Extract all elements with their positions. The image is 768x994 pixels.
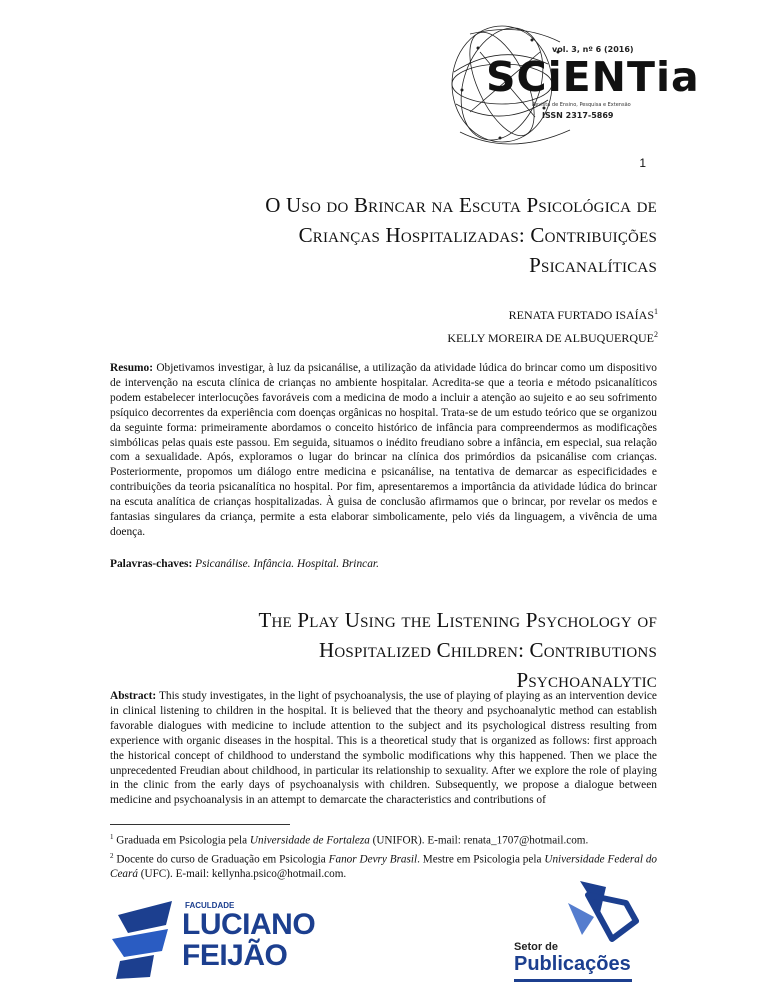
footnote-1-institution: Universidade de Fortaleza: [249, 834, 370, 847]
footnote-2-institution: Fanor Devry Brasil: [328, 853, 418, 866]
footnote-2-institution-2: Universidade Federal do Ceará: [110, 853, 658, 881]
journal-name: SCiENTia: [486, 53, 700, 101]
footnote-mark[interactable]: 2: [654, 330, 658, 339]
footnote-1-mark: 1: [110, 833, 114, 841]
title-en-line: Psychoanalytic: [516, 668, 657, 692]
footnote-2-text-b: . Mestre em Psicologia pela: [417, 853, 542, 866]
setor-logo-mark-icon: [508, 873, 658, 943]
title-pt-line: Crianças Hospitalizadas: Contribuições: [298, 223, 657, 247]
title-portuguese: [90, 190, 657, 280]
keywords-text: Psicanálise. Infância. Hospital. Brincar.: [195, 558, 379, 570]
page-number: 1: [639, 156, 646, 170]
setor-name: Publicações: [514, 953, 631, 975]
author-1: [447, 302, 658, 325]
faculdade-logo-mark-icon: [110, 895, 180, 981]
footnote-1-text-a: Graduada em Psicologia pela: [116, 834, 248, 847]
setor-label: Setor de: [514, 941, 559, 953]
title-english: [90, 605, 657, 695]
footnote-mark[interactable]: 1: [654, 307, 658, 316]
abstract-en-label: Abstract:: [110, 690, 157, 702]
footnote-2-text-a: Docente do curso de Graduação em Psicologia: [116, 853, 326, 866]
faculdade-logo: [110, 895, 315, 981]
author-2-name: KELLY MOREIRA DE ALBUQUERQUE: [447, 331, 654, 345]
footnote-2-text-c: (UFC). E-mail: kellynha.psico@hotmail.com.: [140, 868, 347, 881]
faculdade-label: FACULDADE: [185, 901, 235, 910]
setor-publicacoes-logo: [508, 873, 658, 983]
title-en-line: Hospitalized Children: Contributions: [319, 638, 657, 662]
journal-logo: [440, 12, 700, 160]
journal-subtitle: Revista de Ensino, Pesquisa e Extensão: [532, 102, 631, 108]
keywords: [110, 558, 657, 570]
title-pt-line: Psicanalíticas: [529, 253, 657, 277]
setor-underline: [514, 979, 632, 982]
abstract-pt-label: Resumo:: [110, 362, 154, 374]
abstract-pt-text: Objetivamos investigar, à luz da psicanálise, a utilização da atividade lúdica do brincar como um dispositivo de intervenção na escuta clínica de crianças no ambiente hospitalar. Acredita-se que a teoria e método psicanalíticos podem estabelecer interlocuções favoráveis com a medicina de modo a incluir a atenção ao sujeito e ao seu sofrimento psíquico decorrentes da experiência com doenças orgânicas no hospital. Trata-se de um estudo teórico que se organizou da seguinte forma: primeiramente abordamos o conceito histórico de infância para compreendermos as modificações simbólicas pelas quais este passou. Em seguida, situamos o inédito freudiano sobre a infância, em especial, sua relação com a sexualidade. Após, exploramos o lugar do brincar na clínica dos primórdios da psicanálise com crianças. Posteriormente, propomos um diálogo entre medicina e psicanálise, na tentativa de demarcar as especificidades e contribuições da teoria psicanalítica no hospital. Por fim, apresentaremos a importância da atividade lúdica do brincar na escuta analítica de crianças hospitalizadas. À guisa de conclusão afirmamos que o brincar, por revelar os medos e fantasias singulares da criança, permite a esta elaborar simbolicamente, pelo viés da linguagem, a vivência de uma doença.: [110, 362, 657, 538]
footnote-divider: [110, 824, 290, 825]
faculdade-name-line2: FEIJÃO: [182, 939, 288, 972]
abstract-en-text: This study investigates, in the light of psychoanalysis, the use of playing of playing as an intervention device in clinical listening to children in the hospital. It is believed that the theory and psychoanalytic method can establish favorable dialogues with medicine to include attention to the subject and its psychological distress resulting from experience with organic diseases in the hospital. This is a theoretical study that is organized as follows: first approach the historical concept of childhood to understand the symbolic modifications why this happened. Then we place the unprecedented Freudian about childhood, in particular its relationship to sexuality. After we explore the role of playing in the clinic from the early days of psychoanalysis with children. Subsequently, we propose a dialogue between medicine and psychoanalysis in an attempt to demarcate the characteristics and contributions of: [110, 690, 657, 807]
author-1-name: RENATA FURTADO ISAÍAS: [508, 308, 654, 322]
keywords-label: Palavras-chaves:: [110, 558, 193, 570]
authors-block: [447, 302, 658, 348]
footnote-2-mark: 2: [110, 851, 114, 860]
abstract-portuguese: [110, 361, 657, 540]
title-en-line: The Play Using the Listening Psychology of: [258, 608, 657, 632]
faculdade-name-line1: LUCIANO: [182, 908, 316, 941]
title-pt-line: O Uso do Brincar na Escuta Psicológica de: [265, 193, 657, 217]
abstract-english: [110, 689, 657, 808]
footnote-1-text-b: (UNIFOR). E-mail: renata_1707@hotmail.com.: [372, 834, 589, 847]
author-2: [447, 325, 658, 348]
journal-volume: vol. 3, nº 6 (2016): [552, 45, 634, 54]
journal-issn: ISSN 2317-5869: [542, 111, 614, 120]
footnote-1: [110, 830, 657, 849]
